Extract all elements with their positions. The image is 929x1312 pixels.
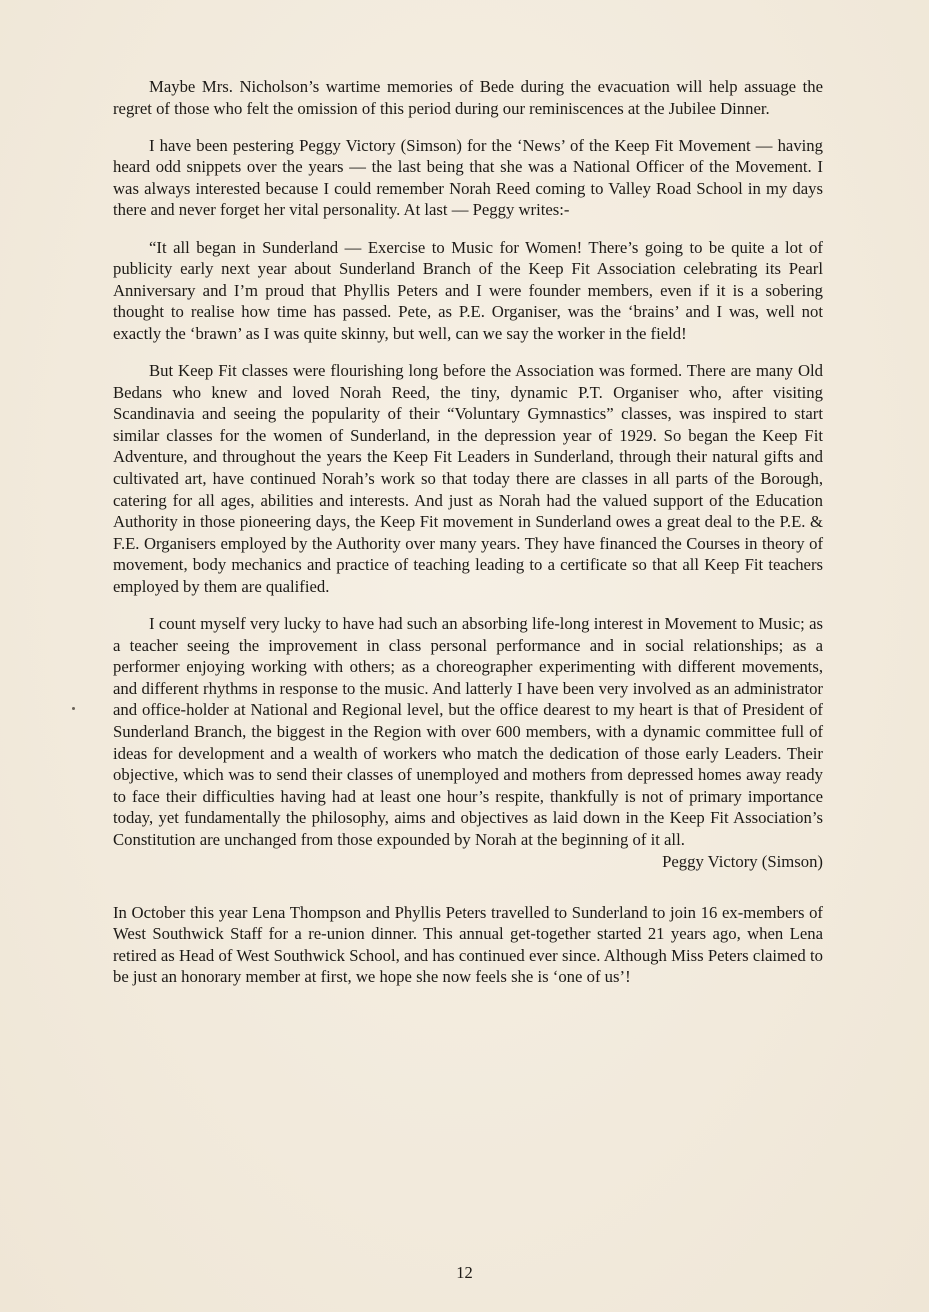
document-body <box>113 76 823 1004</box>
print-speck <box>72 707 75 710</box>
page-number: 12 <box>456 1263 473 1282</box>
paragraph-sunderland-beginning: “It all began in Sunderland — Exercise to Music for Women! There’s going to be quite a lot of publicity early next year about Sunderland Branch of the Keep Fit Association celebrating its Pearl Anniversary and I’m proud that Phyllis Peters and I were founder members, even if it is a sobering thought to realise how time has passed. Pete, as P.E. Organiser, was the ‘brains’ and I was, well not exactly the ‘brawn’ as I was quite skinny, but well, can we say the worker in the field! <box>113 237 823 343</box>
signature: Peggy Victory (Simson) <box>662 852 823 872</box>
paragraph-norah-reed-history: But Keep Fit classes were flourishing long before the Association was formed. There are many Old Bedans who knew and loved Norah Reed, the tiny, dynamic P.T. Organiser who, after visiting Scandinavia and seeing the popularity of their “Voluntary Gymnastics” classes, was inspired to start similar classes for the women of Sunderland, in the depression year of 1929. So began the Keep Fit Adventure, and throughout the years the Keep Fit Leaders in Sunderland, through their natural gifts and cultivated art, have continued Norah’s work so that today there are classes in all parts of the Borough, catering for all ages, abilities and interests. And just as Norah had the valued support of the Education Authority in those pioneering days, the Keep Fit movement in Sunderland owes a great deal to the P.E. & F.E. Organisers employed by the Authority over many years. They have financed the Courses in theory of movement, body mechanics and practice of teaching leading to a certificate so that all Keep Fit teachers employed by them are qualified. <box>113 361 823 596</box>
paragraph-personal-reflection: I count myself very lucky to have had such an absorbing life-long interest in Movement to Music; as a teacher seeing the improvement in class personal performance and in social relationships; as a performer enjoying working with others; as a choreographer experimenting with different movements, and different rhythms in response to the music. And latterly I have been very involved as an administrator and office-holder at National and Regional level, but the office dearest to my heart is that of President of Sunderland Branch, the biggest in the Region with over 600 members, with a dynamic committee full of ideas for development and a wealth of workers who match the dedication of those early Leaders. Their objective, which was to send their classes of unemployed and mothers from depressed homes away ready to face their difficulties having had at least one hour’s respite, thankfully is not of primary importance today, yet fundamentally the philosophy, aims and objectives as laid down in the Keep Fit Association’s Constitution are unchanged from those expounded by Norah at the beginning of it all. <box>113 614 823 849</box>
paragraph-reunion-dinner: In October this year Lena Thompson and Phyllis Peters travelled to Sunderland to join 16 ex-members of West Southwick Staff for a re-union dinner. This annual get-together started 21 years ago, when Lena retired as Head of West Southwick School, and has continued ever since. Although Miss Peters claimed to be just an honorary member at first, we hope she now feels she is ‘one of us’! <box>113 902 823 987</box>
paragraph-keep-fit-intro: I have been pestering Peggy Victory (Simson) for the ‘News’ of the Keep Fit Movement — having heard odd snippets over the years — the last being that she was a National Officer of the Movement. I was always interested because I could remember Norah Reed coming to Valley Road School in my days there and never forget her vital personality. At last — Peggy writes:- <box>113 135 823 220</box>
paragraph-bede-memories: Maybe Mrs. Nicholson’s wartime memories of Bede during the evacuation will help assuage the regret of those who felt the omission of this period during our reminiscences at the Jubilee Dinner. <box>113 77 823 118</box>
